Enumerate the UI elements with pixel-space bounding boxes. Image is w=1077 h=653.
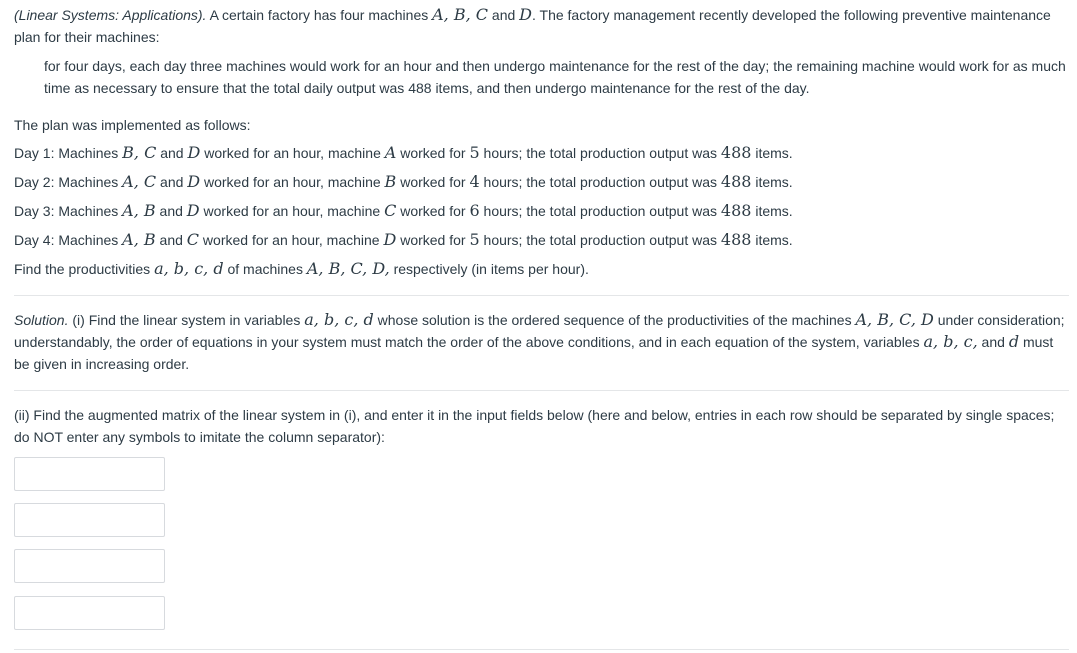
total-value: 488 xyxy=(720,201,752,220)
problem-intro xyxy=(14,4,1066,48)
solo-machine: D xyxy=(383,230,397,249)
and-text: and xyxy=(156,145,188,161)
find-text-b: of machines xyxy=(223,261,307,277)
solution-text-e: must be given in increasing order. xyxy=(14,334,1054,372)
machine-d: D xyxy=(519,5,532,24)
working-machines: A, B xyxy=(122,230,156,249)
day-mid-text: worked for an hour, machine xyxy=(200,145,385,161)
day-3 xyxy=(14,200,1066,222)
day-2 xyxy=(14,171,1066,193)
find-machines: A, B, C, D, xyxy=(306,259,390,278)
solution-text-b: whose solution is the ordered sequence of the productivities of the machines xyxy=(373,312,856,328)
matrix-row-1-input[interactable] xyxy=(14,457,165,491)
intro-text-a: A certain factory has four machines xyxy=(206,7,433,23)
divider xyxy=(14,649,1069,650)
solo-machine: B xyxy=(384,172,397,191)
hours-value: 4 xyxy=(469,172,480,191)
and-text: and xyxy=(156,174,188,190)
total-value: 488 xyxy=(720,172,752,191)
total-value: 488 xyxy=(720,230,752,249)
intro-text-b: . The factory management recently developed the following preventive maintenance plan for their machines: xyxy=(14,7,1051,45)
worked-for-text: worked for xyxy=(396,145,470,161)
worked-for-text: worked for xyxy=(396,203,470,219)
working-machines: A, B xyxy=(122,201,156,220)
hours-value: 5 xyxy=(469,143,480,162)
solution-variables-2: a, b, c, xyxy=(923,332,978,351)
solution-label: Solution. xyxy=(14,312,69,328)
solo-machine: A xyxy=(384,143,397,162)
day-label: Day 4: Machines xyxy=(14,232,123,248)
and-text: and xyxy=(155,232,187,248)
working-machines: A, C xyxy=(122,172,157,191)
matrix-row-3-input[interactable] xyxy=(14,549,165,583)
intro-and: and xyxy=(488,7,520,23)
solution-variables: a, b, c, d xyxy=(304,310,374,329)
day-4 xyxy=(14,229,1066,251)
items-text: items. xyxy=(751,203,793,219)
items-text: items. xyxy=(751,232,793,248)
solution-part-1 xyxy=(14,309,1066,375)
find-productivities xyxy=(14,258,1066,280)
hours-value: 5 xyxy=(469,230,480,249)
day-tail-text: hours; the total production output was xyxy=(479,203,721,219)
items-text: items. xyxy=(751,174,793,190)
working-machine: C xyxy=(186,230,200,249)
day-tail-text: hours; the total production output was xyxy=(479,145,721,161)
find-text-a: Find the productivities xyxy=(14,261,155,277)
machines-abc: A, B, C xyxy=(432,5,489,24)
day-mid-text: worked for an hour, machine xyxy=(199,232,384,248)
worked-for-text: worked for xyxy=(396,174,470,190)
day-tail-text: hours; the total production output was xyxy=(479,232,721,248)
worked-for-text: worked for xyxy=(396,232,470,248)
working-machines: B, C xyxy=(122,143,157,162)
solution-and: and xyxy=(977,334,1009,350)
day-label: Day 2: Machines xyxy=(14,174,123,190)
working-machine: D xyxy=(187,172,201,191)
maintenance-plan: for four days, each day three machines would work for an hour and then undergo maintenance for the rest of the day; the remaining machine would work for as much time as necessary to ensure that the total daily output was 488 items, and then undergo maintenance for the rest of the day. xyxy=(44,58,1066,96)
day-tail-text: hours; the total production output was xyxy=(479,174,721,190)
implemented-label: The plan was implemented as follows: xyxy=(14,117,251,133)
solution-machines: A, B, C, D xyxy=(855,310,934,329)
find-variables: a, b, c, d xyxy=(154,259,224,278)
solution-part-2: (ii) Find the augmented matrix of the linear system in (i), and enter it in the input fields below (here and below, entries in each row should be separated by single spaces; do NOT enter any symbols to imitate the column separator): xyxy=(14,407,1055,445)
hours-value: 6 xyxy=(469,201,480,220)
working-machine: D xyxy=(186,201,200,220)
day-mid-text: worked for an hour, machine xyxy=(199,203,385,219)
divider xyxy=(14,390,1069,391)
solution-text-a: (i) Find the linear system in variables xyxy=(68,312,305,328)
solution-variable-d: d xyxy=(1008,332,1020,351)
find-text-c: respectively (in items per hour). xyxy=(389,261,589,277)
day-label: Day 1: Machines xyxy=(14,145,123,161)
day-1 xyxy=(14,142,1066,164)
divider xyxy=(14,295,1069,296)
and-text: and xyxy=(155,203,187,219)
matrix-row-2-input[interactable] xyxy=(14,503,165,537)
matrix-row-4-input[interactable] xyxy=(14,596,165,630)
items-text: items. xyxy=(751,145,793,161)
total-value: 488 xyxy=(720,143,752,162)
working-machine: D xyxy=(187,143,201,162)
topic-label: (Linear Systems: Applications). xyxy=(14,7,207,23)
day-mid-text: worked for an hour, machine xyxy=(200,174,385,190)
day-label: Day 3: Machines xyxy=(14,203,123,219)
solo-machine: C xyxy=(384,201,397,220)
solution-text-c: under consideration; understandably, the order of equations in your system must match the order of the above conditions, and in each equation of the system, variables xyxy=(14,312,1065,350)
